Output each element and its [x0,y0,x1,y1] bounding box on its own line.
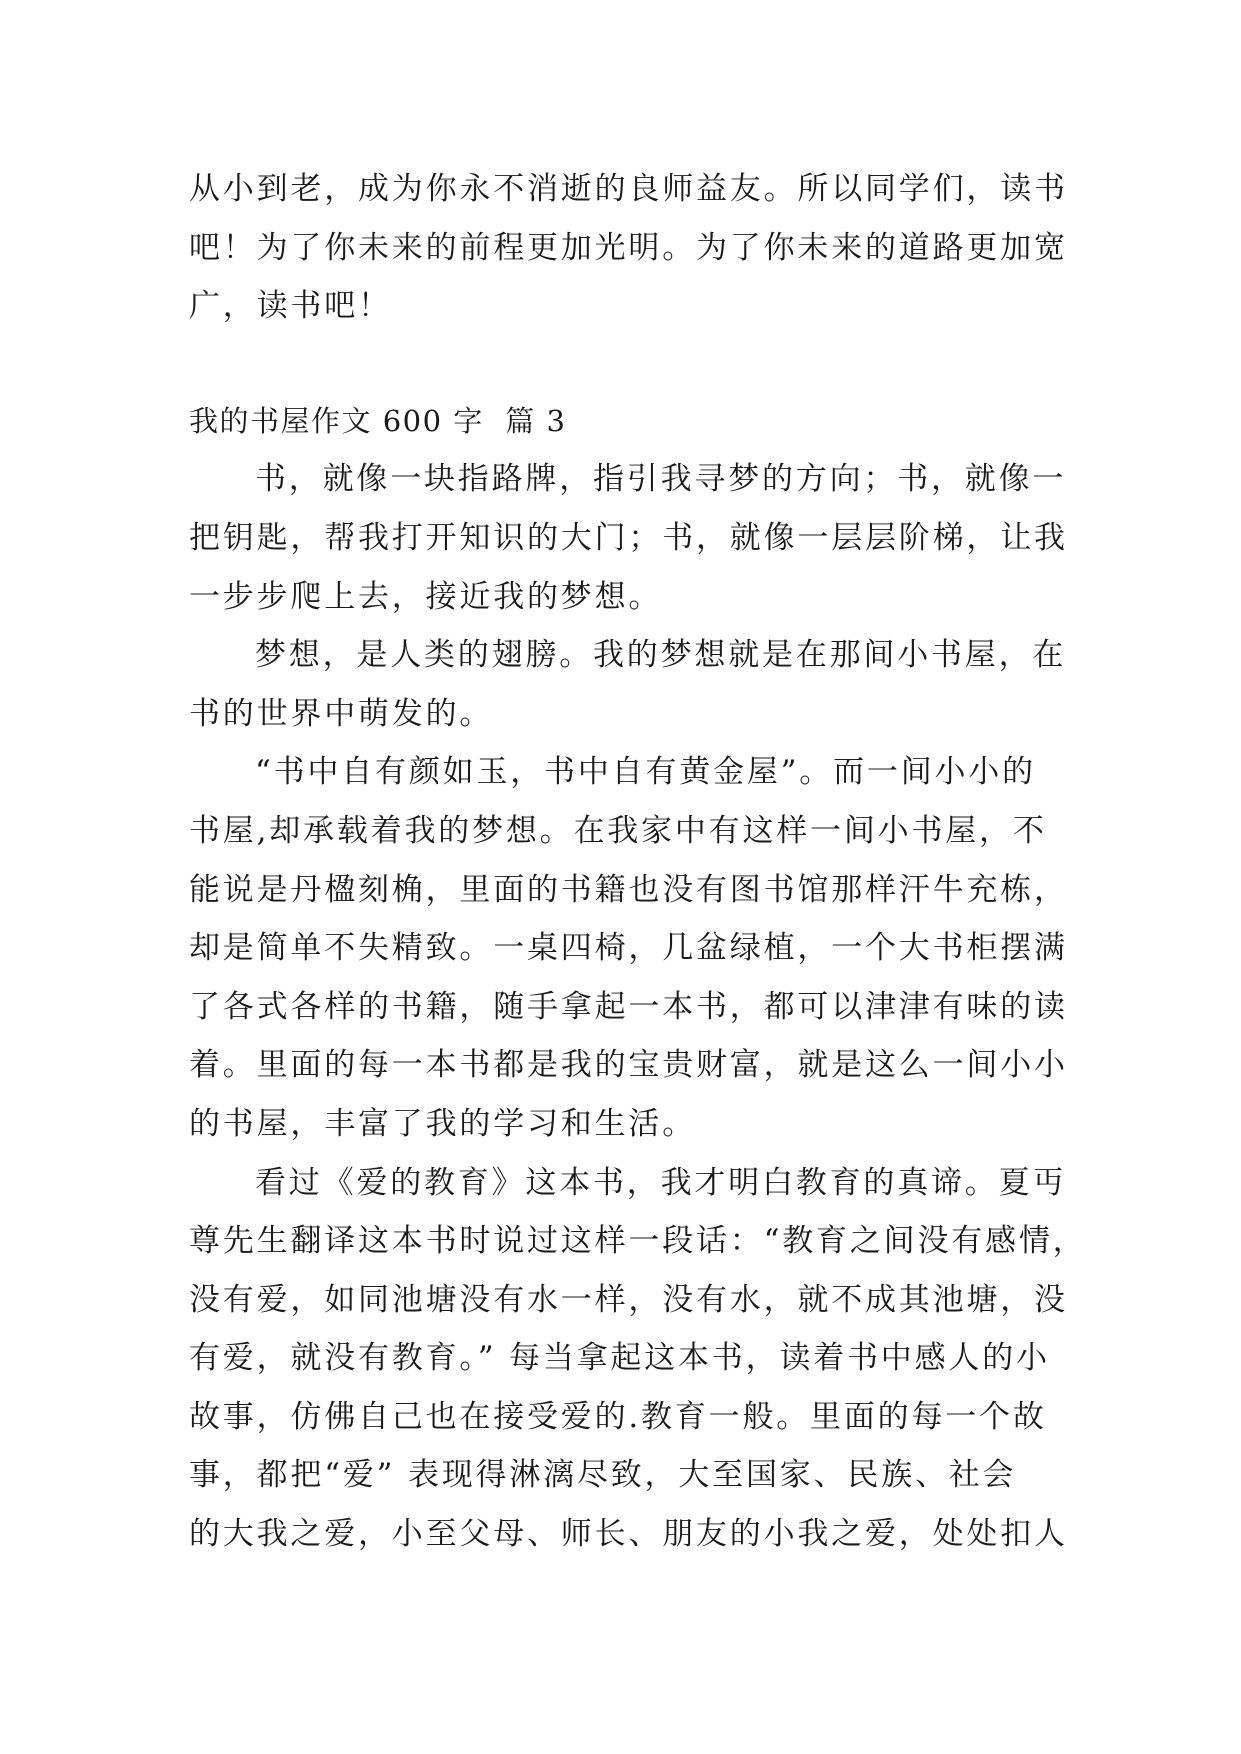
text-line: 书的世界中萌发的。 [189,695,494,732]
text-line: 一步步爬上去，接近我的梦想。 [189,578,663,615]
section-title: 我的书屋作文 600 字 篇 3 [189,403,567,438]
paragraph-3 [189,743,1068,1153]
text-line: 却是简单不失精致。一桌四椅，几盆绿植，一个大书柜摆满 [189,930,1068,967]
text-line: 把钥匙，帮我打开知识的大门；书，就像一层层阶梯，让我 [189,519,1068,556]
text-line: 广，读书吧！ [189,288,392,325]
text-line: 了各式各样的书籍，随手拿起一本书，都可以津津有味的读 [189,988,1068,1025]
document-page [189,160,1087,1564]
text-line: 从小到老，成为你永不消逝的良师益友。所以同学们，读书 [189,171,1068,207]
text-line: 能说是丹楹刻桷，里面的书籍也没有图书馆那样汗牛充栋， [189,871,1068,908]
text-line: 梦想，是人类的翅膀。我的梦想就是在那间小书屋，在 [255,637,1067,674]
text-line: 故事，仿佛自己也在接受爱的.教育一般。里面的每一个故 [189,1398,1047,1435]
paragraph-2 [189,626,1067,743]
text-line: 书屋,却承载着我的梦想。在我家中有这样一间小书屋，不 [189,812,1047,849]
paragraph-1 [189,450,1068,626]
text-line: 的书屋，丰富了我的学习和生活。 [189,1105,696,1142]
text-line: 看过《爱的教育》这本书，我才明白教育的真谛。夏丏 [255,1164,1067,1201]
text-line: 的大我之爱，小至父母、师长、朋友的小我之爱，处处扣人 [189,1516,1068,1553]
paragraph-4 [189,1154,1087,1564]
text-line: 没有爱，如同池塘没有水一样，没有水，就不成其池塘，没 [189,1281,1068,1318]
text-line: 着。里面的每一本书都是我的宝贵财富，就是这么一间小小 [189,1047,1068,1084]
text-line: 尊先生翻译这本书时说过这样一段话：“教育之间没有感情， [189,1223,1087,1260]
text-line: 吧！为了你未来的前程更加光明。为了你未来的道路更加宽 [189,229,1068,266]
text-line: 书，就像一块指路牌，指引我寻梦的方向；书，就像一 [255,461,1067,498]
text-line: 有爱，就没有教育。” 每当拿起这本书，读着书中感人的小 [189,1340,1050,1377]
prev-paragraph [189,160,1068,336]
text-line: “书中自有颜如玉，书中自有黄金屋”。而一间小小的 [255,754,1036,791]
text-line: 事，都把“爱” 表现得淋漓尽致，大至国家、民族、社会 [189,1457,1017,1494]
section-gap [189,336,1051,392]
